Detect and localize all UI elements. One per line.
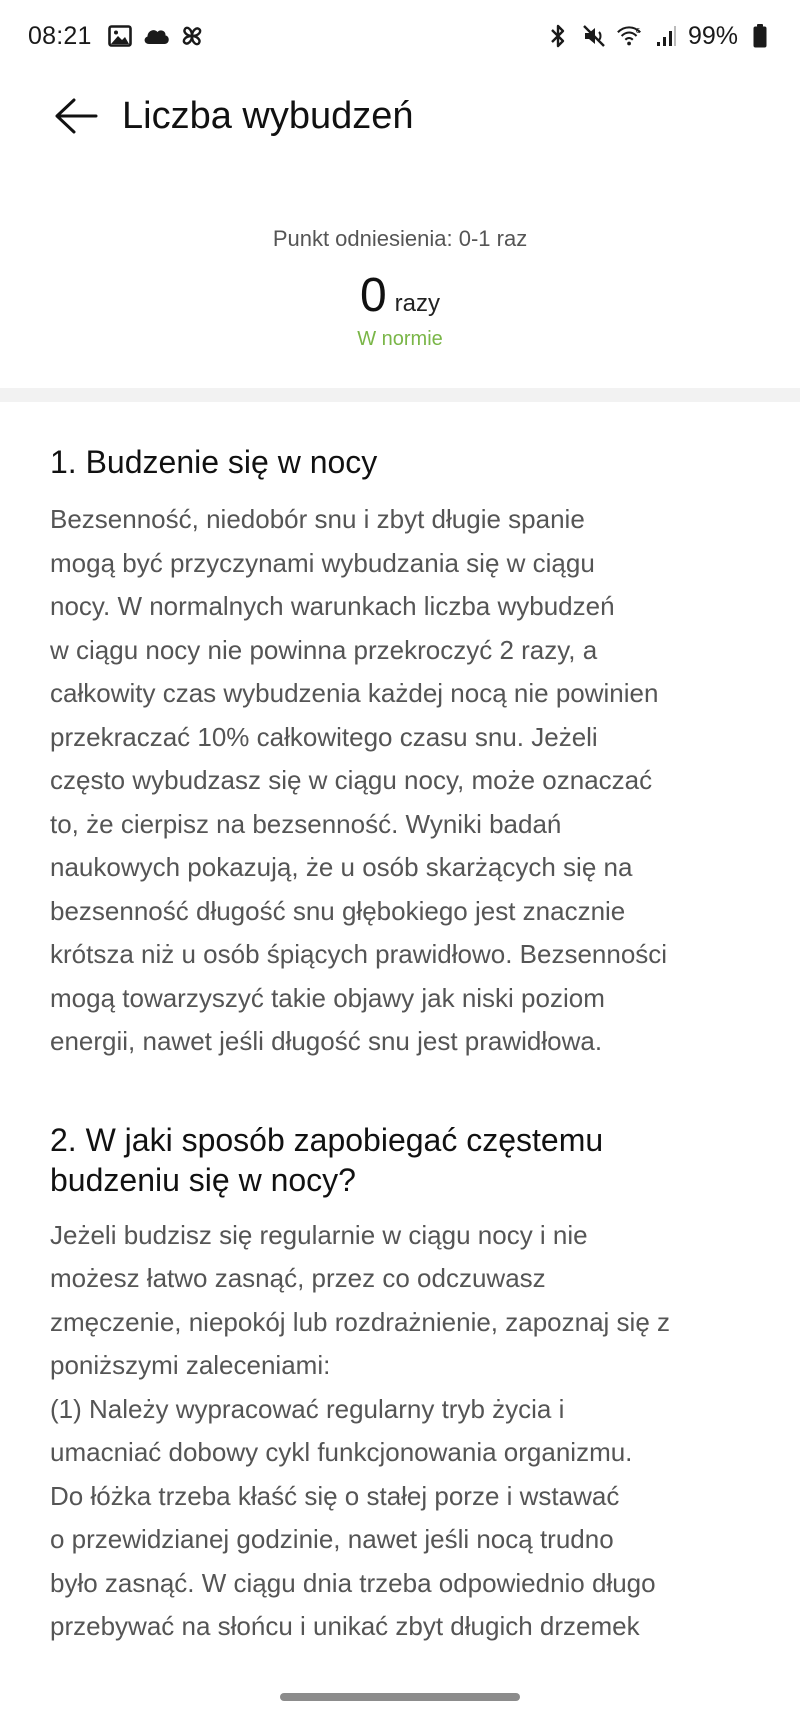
section-1-heading: 1. Budzenie się w nocy [50, 444, 378, 480]
status-bar-left [28, 22, 206, 51]
reference-range: Punkt odniesienia: 0-1 raz [272, 226, 528, 251]
gesture-navigation-bar[interactable] [280, 1693, 520, 1701]
image-icon [106, 22, 134, 50]
status-label: W normie [357, 328, 443, 350]
battery-percentage: 99% [687, 21, 738, 50]
section-2-heading: 2. W jaki sposób zapobiegać częstemu budzeniu się w nocy? [50, 1121, 604, 1198]
back-button[interactable] [48, 89, 102, 143]
status-bar [0, 0, 800, 72]
section-1-body: Bezsenność, niedobór snu i zbyt długie spanie mogą być przyczynami wybudzania się w ciągu nocy. W normalnych warunkach liczba wybudzeń w ciągu nocy nie powinna przekroczyć 2 razy, a całkowity czas wybudzenia każdej nocą nie powinien przekraczać 10% całkowitego czasu snu. Jeżeli często wybudzasz się w ciągu nocy, może oznaczać to, że cierpisz na bezsenność. Wyniki badań naukowych pokazują, że u osób skarżących się na bezsenność długość snu głębokiego jest znacznie krótsza niż u osób śpiących prawidłowo. Bezsenności mogą towarzyszyć takie objawy jak niski poziom energii, nawet jeśli długość snu jest prawidłowa. [50, 504, 668, 1056]
mute-icon [580, 22, 608, 50]
wifi-icon [616, 22, 644, 50]
arrow-left-icon [52, 96, 98, 136]
svg-text:6: 6 [635, 26, 641, 36]
bluetooth-icon [544, 22, 572, 50]
wake-up-summary [0, 160, 800, 388]
status-bar-right [544, 22, 774, 51]
cloud-icon [142, 22, 170, 50]
signal-icon [652, 22, 680, 50]
section-divider [0, 388, 800, 402]
status-time: 08:21 [28, 21, 92, 50]
battery-icon [746, 22, 774, 50]
wake-up-unit: razy [394, 290, 441, 317]
fan-icon [178, 22, 206, 50]
value-row [0, 268, 800, 323]
section-2-body: Jeżeli budzisz się regularnie w ciągu nocy i nie możesz łatwo zasnąć, przez co odczuwasz zmęczenie, niepokój lub rozdrażnienie, zapoznaj się z poniższymi zaleceniami: (1) Należy wypracować regularny tryb życia i umacniać dobowy cykl funkcjonowania organizmu. Do łóżka trzeba kłaść się o stałej porze i wstawać o przewidzianej godzinie, nawet jeśli nocą trudno było zasnąć. W ciągu dnia trzeba odpowiednio długo przebywać na słońcu i unikać zbyt długich drzemek [50, 1219, 671, 1641]
article-content[interactable] [50, 402, 762, 1667]
app-header [0, 72, 800, 160]
wake-up-count: 0 [359, 269, 387, 322]
page-title: Liczba wybudzeń [122, 94, 414, 137]
